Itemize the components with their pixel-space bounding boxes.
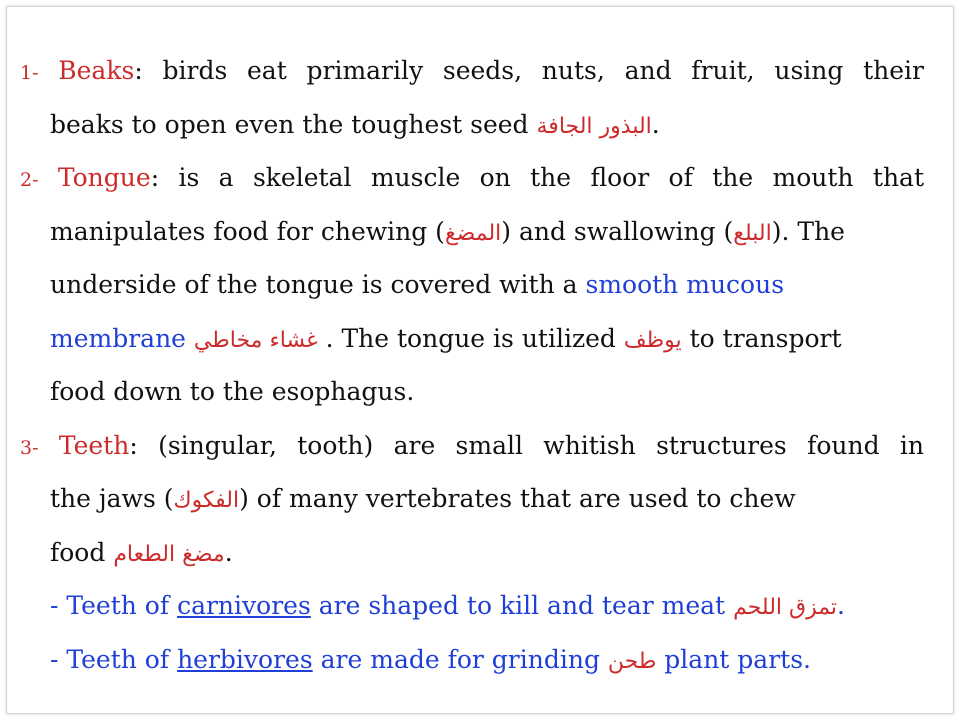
text: ) of many vertebrates that are used to chew (239, 484, 796, 513)
item-number: 2- (20, 169, 39, 191)
slide-content (20, 44, 924, 686)
text: plant parts. (656, 644, 811, 674)
highlight-text: membrane (50, 323, 186, 353)
text: : is a skeletal muscle on the floor of the mouth that (150, 163, 924, 192)
item-teeth (20, 419, 924, 687)
term-teeth: Teeth (58, 430, 130, 460)
text: . The tongue is utilized (317, 323, 624, 353)
arabic-gloss: تمزق اللحم (733, 595, 838, 620)
underlined-term: carnivores (177, 591, 311, 620)
arabic-gloss: الفكوك (173, 488, 240, 513)
item-teeth-line-3 (20, 526, 924, 580)
arabic-gloss: المضغ (444, 220, 502, 246)
text: - Teeth of (50, 644, 178, 674)
text: . (224, 537, 233, 567)
sub-point-carnivores (20, 579, 924, 633)
text: : (singular, tooth) are small whitish structures found in (129, 430, 924, 460)
text: underside of the tongue is covered with a (50, 270, 586, 299)
text: the jaws ( (50, 484, 174, 513)
text: are made for grinding (312, 644, 608, 674)
sub-point-herbivores (20, 633, 924, 687)
item-teeth-line-1 (20, 419, 924, 473)
text: food (50, 537, 114, 567)
term-beaks: Beaks (58, 56, 135, 85)
text: : birds eat primarily seeds, nuts, and fruit, using their (134, 56, 925, 85)
item-tongue (20, 151, 924, 419)
text: are shaped to kill and tear meat (310, 591, 734, 620)
arabic-gloss: طحن (607, 648, 657, 674)
item-tongue-line-4 (20, 312, 924, 366)
arabic-gloss: غشاء مخاطي (193, 327, 318, 353)
text: ) and swallowing ( (501, 216, 734, 246)
highlight-text: smooth mucous (585, 270, 785, 299)
text: to transport (681, 323, 842, 353)
item-beaks (20, 44, 924, 151)
item-tongue-line-3 (20, 258, 924, 312)
item-tongue-line-2 (20, 205, 924, 259)
item-number: 3- (20, 436, 39, 459)
text: ). The (771, 216, 845, 246)
text: . (651, 109, 660, 139)
arabic-gloss: البذور الجافة (536, 113, 652, 139)
item-tongue-line-1 (20, 151, 924, 205)
arabic-gloss: البلع (733, 220, 772, 246)
item-beaks-line-2 (20, 98, 924, 152)
arabic-gloss: مضغ الطعام (113, 541, 225, 567)
item-tongue-line-5 (20, 365, 924, 419)
arabic-gloss: يوظف (623, 327, 682, 353)
text: beaks to open even the toughest seed (50, 109, 537, 139)
term-tongue: Tongue (57, 163, 151, 192)
text: food down to the esophagus. (50, 377, 415, 406)
text: . (837, 591, 845, 620)
item-number: 1- (20, 62, 39, 84)
item-teeth-line-2 (20, 472, 924, 526)
underlined-term: herbivores (177, 644, 313, 674)
item-beaks-line-1 (20, 44, 924, 98)
text: - Teeth of (50, 591, 178, 620)
text: manipulates food for chewing ( (50, 216, 445, 246)
